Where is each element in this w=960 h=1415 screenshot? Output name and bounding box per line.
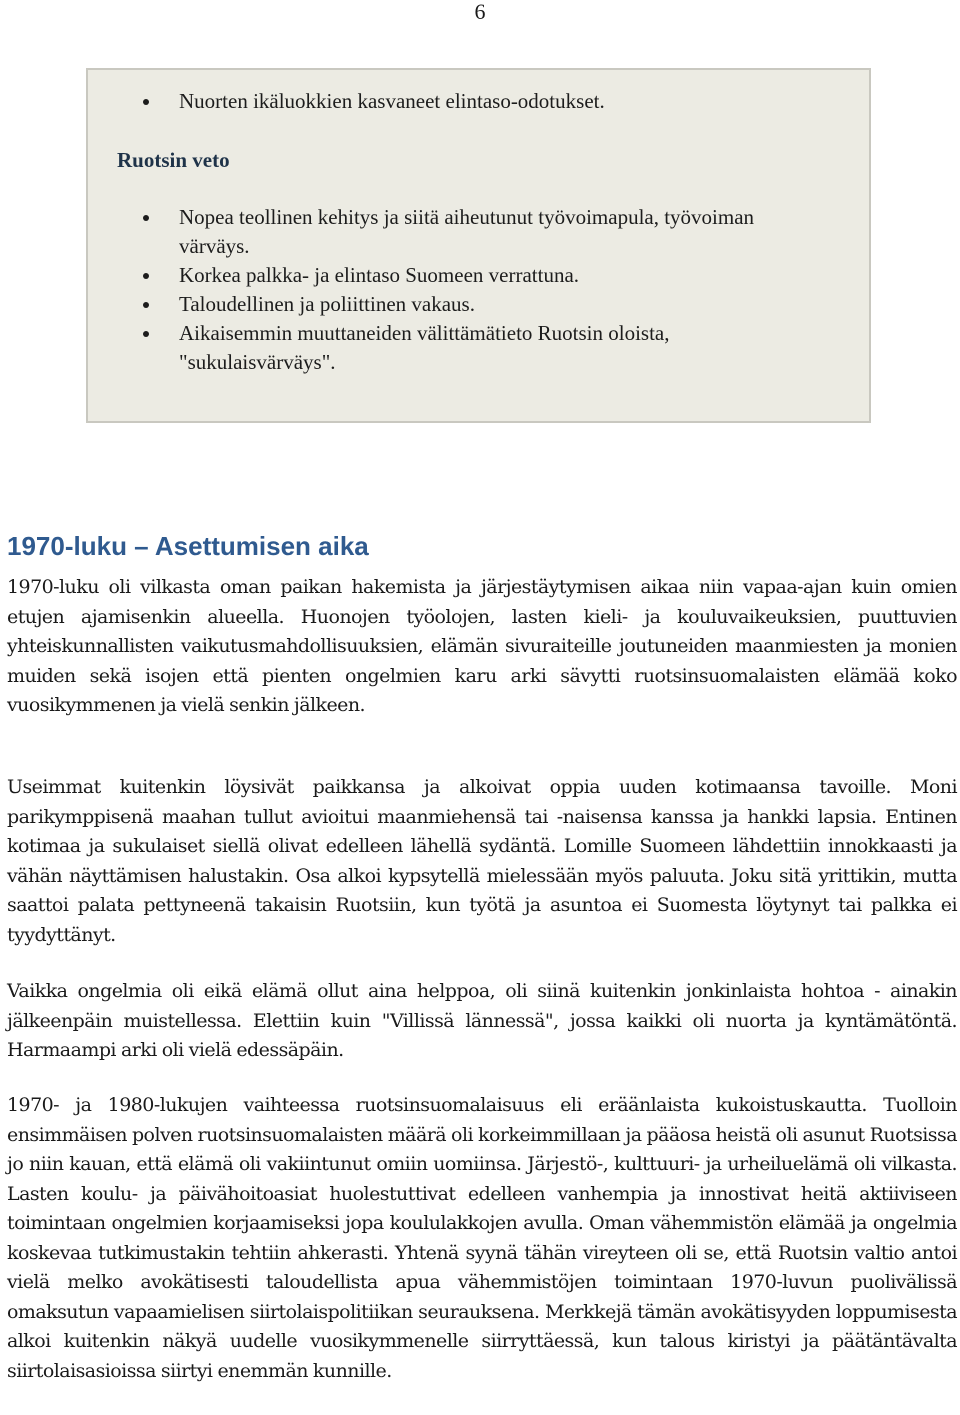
highlight-box <box>86 68 871 423</box>
body-paragraph: 1970-luku oli vilkasta oman paikan hakemista ja järjestäytymisen aikaa niin vapaa-ajan kuin omien etujen ajamisenkin alueella. Huonojen työolojen, lasten kieli- ja kouluvaikeuksien, puuttuvien yhteiskunnallisten vaikutusmahdollisuuksien, elämän sivuraiteille joutuneiden maanmiesten ja monien muiden sekä isojen että pienten ongelmien karu arki sävytti ruotsinsuomalaisten elämää koko vuosikymmenen ja vielä senkin jälkeen. <box>7 576 957 716</box>
list-item: Taloudellinen ja poliittinen vakaus. <box>88 290 869 319</box>
list-item: Aikaisemmin muuttaneiden välittämätieto Ruotsin oloista, "sukulaisvärväys". <box>88 319 869 377</box>
list-item: Nuorten ikäluokkien kasvaneet elintaso-odotukset. <box>88 87 869 116</box>
box-heading: Ruotsin veto <box>117 148 230 172</box>
body-paragraph: Useimmat kuitenkin löysivät paikkansa ja alkoivat oppia uuden kotimaansa tavoille. Moni parikymppisenä maahan tullut avioitui maanmiehensä tai -naisensa kanssa ja hankki lapsia. Entinen kotimaa ja sukulaiset siellä olivat edelleen lähellä sydäntä. Lomille Suomeen lähdettiin innokkaasti ja vähän näyttämisen halustakin. Osa alkoi kypsytellä mielessään myös paluuta. Joku sitä yrittikin, mutta saattoi palata pettyneenä takaisin Ruotsiin, kun työtä ja asuntoa ei Suomesta löytynyt tai palkka ei tyydyttänyt. <box>7 776 957 946</box>
body-paragraph: 1970- ja 1980-lukujen vaihteessa ruotsinsuomalaisuus eli eräänlaista kukoistuskautta. Tuolloin ensimmäisen polven ruotsinsuomalaisten määrä oli korkeimmillaan ja pääosa heistä oli asunut Ruotsissa jo niin kauan, että elämä oli vakiintunut omiin uomiinsa. Järjestö-, kulttuuri- ja urheiluelämä oli vilkasta. Lasten koulu- ja päivähoitoasiat huolestuttivat edelleen vanhempia ja innostivat heitä aktiiviseen toimintaan ongelmien korjaamiseksi jopa koululakkojen avulla. Oman vähemmistön elämää ja ongelmia koskevaa tutkimustakin tehtiin ahkerasti. Yhtenä syynä tähän vireyteen oli se, että Ruotsin valtio antoi vielä melko avokätisesti taloudellista apua vähemmistöjen toimintaan 1970-luvun puolivälissä omaksutun vapaamielisen siirtolaispolitiikan seurauksena. Merkkejä tämän avokätisyyden loppumisesta alkoi kuitenkin näkyä uudelle vuosikymmenelle siirryttäessä, kun talous kiristyi ja päätäntävalta siirtolaisasioissa siirtyi enemmän kunnille. <box>7 1094 957 1382</box>
push-factor-list <box>88 87 869 116</box>
pull-factor-list <box>88 203 869 377</box>
list-item: Nopea teollinen kehitys ja siitä aiheutunut työvoimapula, työvoiman värväys. <box>88 203 869 261</box>
section-heading: 1970-luku – Asettumisen aika <box>7 531 369 561</box>
page-number: 6 <box>474 0 486 24</box>
body-paragraph: Vaikka ongelmia oli eikä elämä ollut aina helppoa, oli siinä kuitenkin jonkinlaista hohtoa - ainakin jälkeenpäin muistellessa. Elettiin kuin "Villissä lännessä", jossa kaikki oli nuorta ja kyntämätöntä. Harmaampi arki oli vielä edessäpäin. <box>7 980 957 1061</box>
list-item: Korkea palkka- ja elintaso Suomeen verrattuna. <box>88 261 869 290</box>
